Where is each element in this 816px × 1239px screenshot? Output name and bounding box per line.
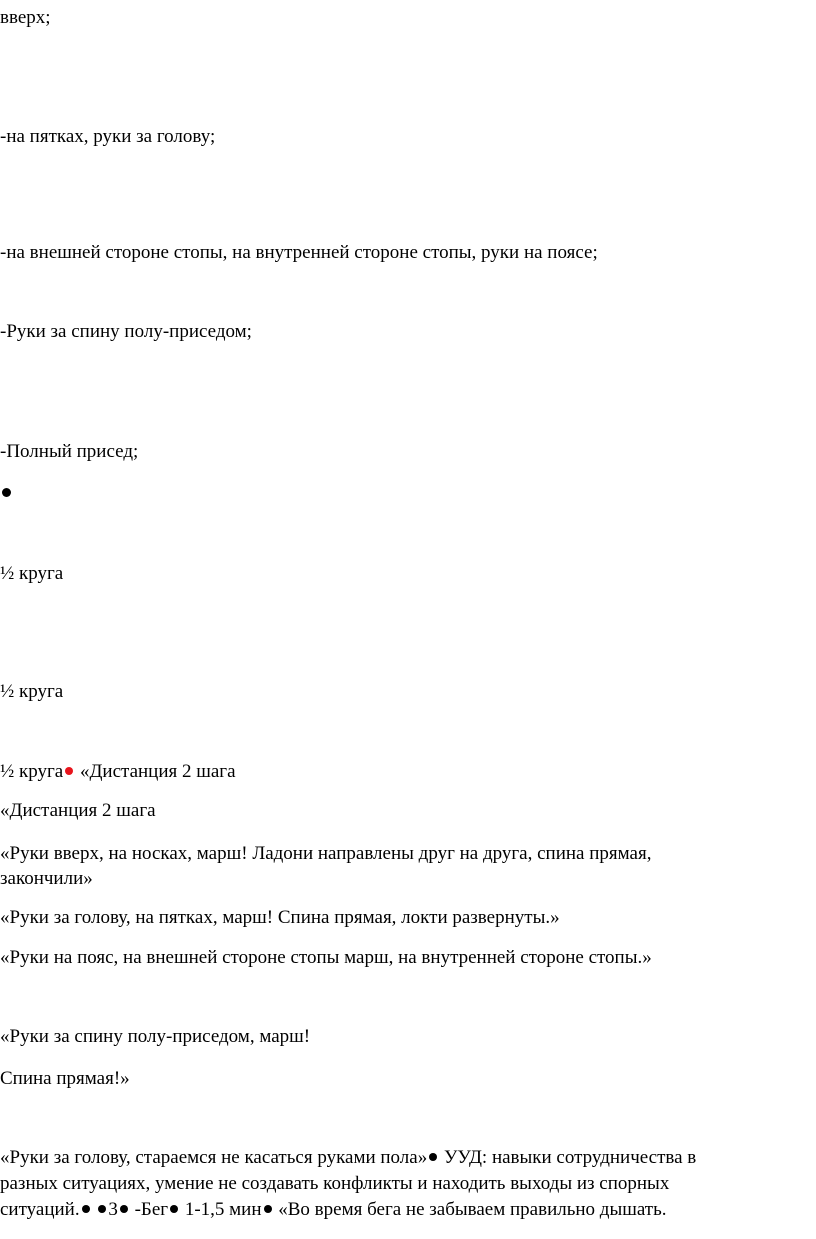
text-line-2: -на пятках, руки за голову; xyxy=(0,126,216,147)
text-line-16: «Руки за голову, стараемся не касаться руками пола» УУД: навыки сотрудничества в xyxy=(0,1147,697,1168)
text-line-8: ½ круга «Дистанция 2 шага xyxy=(0,761,236,782)
bullet-icon xyxy=(120,1205,128,1213)
bullet-icon xyxy=(264,1205,272,1213)
text-line-12: «Руки за голову, на пятках, марш! Спина прямая, локти развернуты.» xyxy=(0,907,560,928)
bullet-icon xyxy=(82,1205,90,1213)
text-line-15: Спина прямая!» xyxy=(0,1068,130,1089)
bullet-icon xyxy=(98,1205,106,1213)
bullet-icon xyxy=(429,1153,437,1161)
text-line-18: ситуаций. 3 -Бег 1-1,5 мин «Во время бега не забываем правильно дышать. xyxy=(0,1199,667,1220)
bullet-icon xyxy=(170,1205,178,1213)
text-line-1: вверх; xyxy=(0,7,51,28)
text-line-4: -Руки за спину полу-приседом; xyxy=(0,321,252,342)
text-line-10: «Руки вверх, на носках, марш! Ладони направлены друг на друга, спина прямая, xyxy=(0,843,652,864)
bullet-line xyxy=(0,480,13,506)
text-line-3: -на внешней стороне стопы, на внутренней стороне стопы, руки на поясе; xyxy=(0,242,598,263)
text-line-11: закончили» xyxy=(0,868,93,889)
text-line-5: -Полный присед; xyxy=(0,441,139,462)
text-line-14: «Руки за спину полу-приседом, марш! xyxy=(0,1026,311,1047)
text-line-7: ½ круга xyxy=(0,681,64,702)
text-line-6: ½ круга xyxy=(0,563,64,584)
text-line-9: «Дистанция 2 шага xyxy=(0,800,156,821)
bullet-icon xyxy=(2,488,11,497)
red-bullet-icon xyxy=(65,767,73,775)
text-line-13: «Руки на пояс, на внешней стороне стопы марш, на внутренней стороне стопы.» xyxy=(0,947,652,968)
text-line-17: разных ситуациях, умение не создавать конфликты и находить выходы из спорных xyxy=(0,1173,670,1194)
